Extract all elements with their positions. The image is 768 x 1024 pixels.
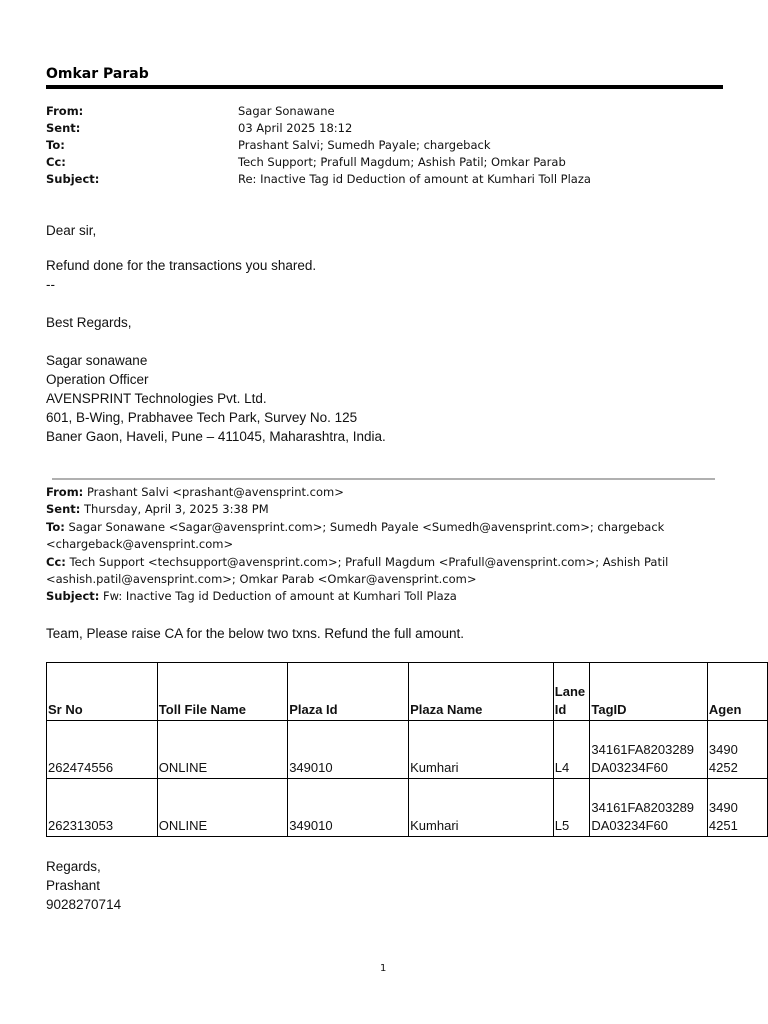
sent-label: Sent: xyxy=(46,121,81,135)
quoted-from: Prashant Salvi <prashant@avensprint.com> xyxy=(86,485,344,499)
to-value: Prashant Salvi; Sumedh Payale; chargeback xyxy=(238,138,491,152)
best-regards: Best Regards, xyxy=(46,315,132,330)
cell-agency: 3490 4252 xyxy=(707,721,767,779)
cell-sr-no: 262313053 xyxy=(47,779,158,837)
subject-value: Re: Inactive Tag id Deduction of amount at Kumhari Toll Plaza xyxy=(238,172,591,186)
cc-value: Tech Support; Prafull Magdum; Ashish Patil; Omkar Parab xyxy=(238,155,566,169)
closing-phone: 9028270714 xyxy=(46,897,122,912)
cell-toll-file-name: ONLINE xyxy=(157,721,287,779)
quoted-to-label: To: xyxy=(46,519,65,534)
cell-plaza-name: Kumhari xyxy=(409,721,554,779)
cc-label: Cc: xyxy=(46,155,66,169)
quoted-cc-label: Cc: xyxy=(46,554,66,569)
closing xyxy=(46,857,121,914)
header-toll-file-name: Toll File Name xyxy=(157,663,287,721)
signature-title: Operation Officer xyxy=(46,372,149,387)
table-header-row xyxy=(47,663,768,721)
header-lane-id: Lane Id xyxy=(553,663,590,721)
cell-sr-no: 262474556 xyxy=(47,721,158,779)
quoted-to-cont: <chargeback@avensprint.com> xyxy=(46,537,234,552)
quoted-cc-cont: <ashish.patil@avensprint.com>; Omkar Parab <Omkar@avensprint.com> xyxy=(46,572,477,587)
quoted-cc: Tech Support <techsupport@avensprint.com>; Prafull Magdum <Prafull@avensprint.com>; Ashish Patil xyxy=(69,554,669,569)
cell-plaza-id: 349010 xyxy=(288,721,409,779)
greeting: Dear sir, xyxy=(46,223,97,238)
sent-value: 03 April 2025 18:12 xyxy=(238,121,353,135)
signature-name: Sagar sonawane xyxy=(46,353,148,368)
from-value: Sagar Sonawane xyxy=(238,104,335,118)
closing-regards: Regards, xyxy=(46,859,101,874)
cell-tag-id: 34161FA8203289 DA03234F60 xyxy=(590,721,708,779)
cell-tag-id: 34161FA8203289 DA03234F60 xyxy=(590,779,708,837)
signature-company: AVENSPRINT Technologies Pvt. Ltd. xyxy=(46,391,267,406)
table-row xyxy=(47,721,768,779)
quoted-subject-label: Subject: xyxy=(46,589,100,604)
header-plaza-id: Plaza Id xyxy=(288,663,409,721)
closing-name: Prashant xyxy=(46,878,101,893)
cell-agency: 3490 4251 xyxy=(707,779,767,837)
to-label: To: xyxy=(46,138,65,152)
header-tag-id: TagID xyxy=(590,663,708,721)
quoted-sent: Thursday, April 3, 2025 3:38 PM xyxy=(84,502,269,517)
message: Refund done for the transactions you shared. xyxy=(46,258,317,273)
signature-address-2: Baner Gaon, Haveli, Pune – 411045, Maharashtra, India. xyxy=(46,429,386,444)
quoted-message: Team, Please raise CA for the below two txns. Refund the full amount. xyxy=(46,626,464,641)
from-label: From: xyxy=(46,104,84,118)
header-plaza-name: Plaza Name xyxy=(409,663,554,721)
header-agency: Agen xyxy=(707,663,767,721)
cell-plaza-id: 349010 xyxy=(288,779,409,837)
page-number: 1 xyxy=(380,963,387,974)
quoted-subject: Fw: Inactive Tag id Deduction of amount at Kumhari Toll Plaza xyxy=(103,589,457,604)
table-row xyxy=(47,779,768,837)
dashes: -- xyxy=(46,277,55,292)
quoted-from-label: From: xyxy=(46,485,84,499)
sender-name: Omkar Parab xyxy=(46,66,149,82)
cell-plaza-name: Kumhari xyxy=(409,779,554,837)
header-sr-no: Sr No xyxy=(47,663,158,721)
quoted-to: Sagar Sonawane <Sagar@avensprint.com>; Sumedh Payale <Sumedh@avensprint.com>; chargeback xyxy=(68,519,665,534)
cell-toll-file-name: ONLINE xyxy=(157,779,287,837)
quoted-sent-label: Sent: xyxy=(46,502,81,517)
cell-lane-id: L4 xyxy=(553,721,590,779)
cell-lane-id: L5 xyxy=(553,779,590,837)
transactions-table xyxy=(46,662,768,837)
signature-address-1: 601, B-Wing, Prabhavee Tech Park, Survey No. 125 xyxy=(46,410,358,425)
subject-label: Subject: xyxy=(46,172,100,186)
